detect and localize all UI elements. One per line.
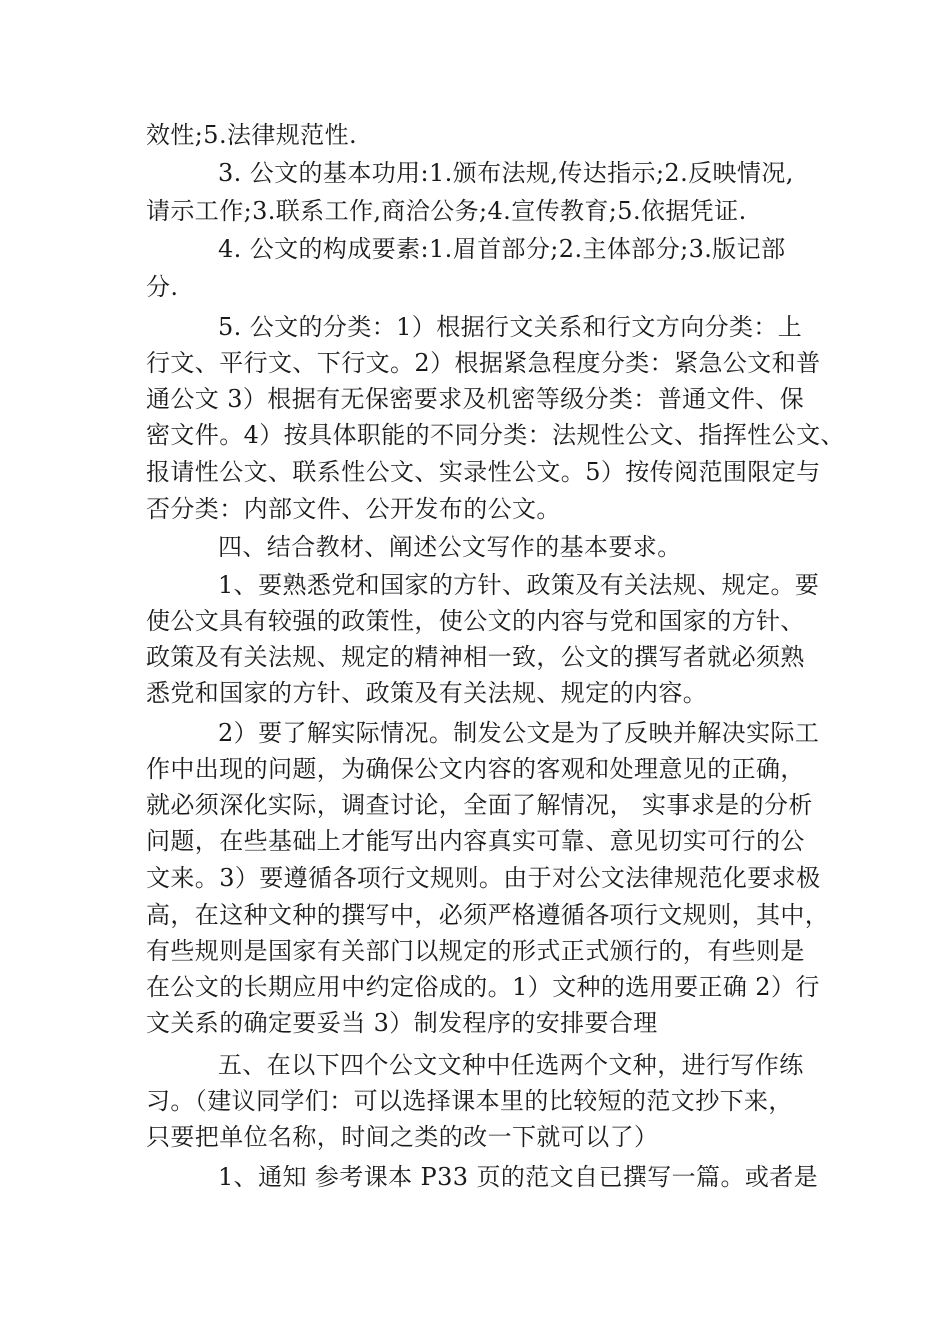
text-line-16: 悉党和国家的方针、政策及有关法规、规定的内容。	[146, 679, 708, 707]
text-line-18: 作中出现的问题，为确保公文内容的客观和处理意见的正确，	[146, 755, 805, 783]
text-line-4: 4. 公文的构成要素:1.眉首部分;2.主体部分;3.版记部	[218, 235, 786, 263]
text-line-12: 四、结合教材、阐述公文写作的基本要求。	[218, 533, 682, 561]
text-line-2: 3. 公文的基本功用:1.颁布法规,传达指示;2.反映情况,	[218, 159, 794, 187]
text-line-19: 就必须深化实际，调查讨论，全面了解情况， 实事求是的分析	[146, 791, 813, 819]
text-line-3: 请示工作;3.联系工作,商洽公务;4.宣传教育;5.依据凭证.	[146, 197, 747, 225]
text-line-20: 问题，在些基础上才能写出内容真实可靠、意见切实可行的公	[146, 827, 805, 855]
text-line-25: 文关系的确定要妥当 3）制发程序的安排要合理	[146, 1009, 658, 1037]
text-line-24: 在公文的长期应用中约定俗成的。1）文种的选用要正确 2）行	[146, 973, 820, 1001]
text-line-5: 分.	[146, 273, 179, 301]
text-line-27: 习。（建议同学们：可以选择课本里的比较短的范文抄下来，	[146, 1087, 793, 1115]
text-line-22: 高，在这种文种的撰写中，必须严格遵循各项行文规则，其中，	[146, 901, 830, 929]
text-line-11: 否分类：内部文件、公开发布的公文。	[146, 495, 561, 523]
text-line-8: 通公文 3）根据有无保密要求及机密等级分类：普通文件、保	[146, 385, 805, 413]
text-line-17: 2）要了解实际情况。制发公文是为了反映并解决实际工	[218, 719, 820, 747]
text-line-13: 1、要熟悉党和国家的方针、政策及有关法规、规定。要	[218, 571, 820, 599]
text-line-1: 效性;5.法律规范性.	[146, 121, 358, 149]
text-line-28: 只要把单位名称，时间之类的改一下就可以了）	[146, 1123, 659, 1151]
text-line-29: 1、通知 参考课本 P33 页的范文自已撰写一篇。或者是	[218, 1163, 819, 1191]
text-line-26: 五、在以下四个公文文种中任选两个文种，进行写作练	[218, 1051, 804, 1079]
text-line-15: 政策及有关法规、规定的精神相一致，公文的撰写者就必须熟	[146, 643, 805, 671]
text-line-10: 报请性公文、联系性公文、实录性公文。5）按传阅范围限定与	[146, 458, 821, 486]
text-line-23: 有些规则是国家有关部门以规定的形式正式颁行的，有些则是	[146, 937, 805, 965]
text-line-6: 5. 公文的分类：1）根据行文关系和行文方向分类：上	[218, 313, 803, 341]
text-line-14: 使公文具有较强的政策性，使公文的内容与党和国家的方针、	[146, 607, 805, 635]
text-line-7: 行文、平行文、下行文。2）根据紧急程度分类：紧急公文和普	[146, 349, 821, 377]
text-line-21: 文来。3）要遵循各项行文规则。由于对公文法律规范化要求极	[146, 864, 821, 892]
text-line-9: 密文件。4）按具体职能的不同分类：法规性公文、指挥性公文、	[146, 421, 845, 449]
